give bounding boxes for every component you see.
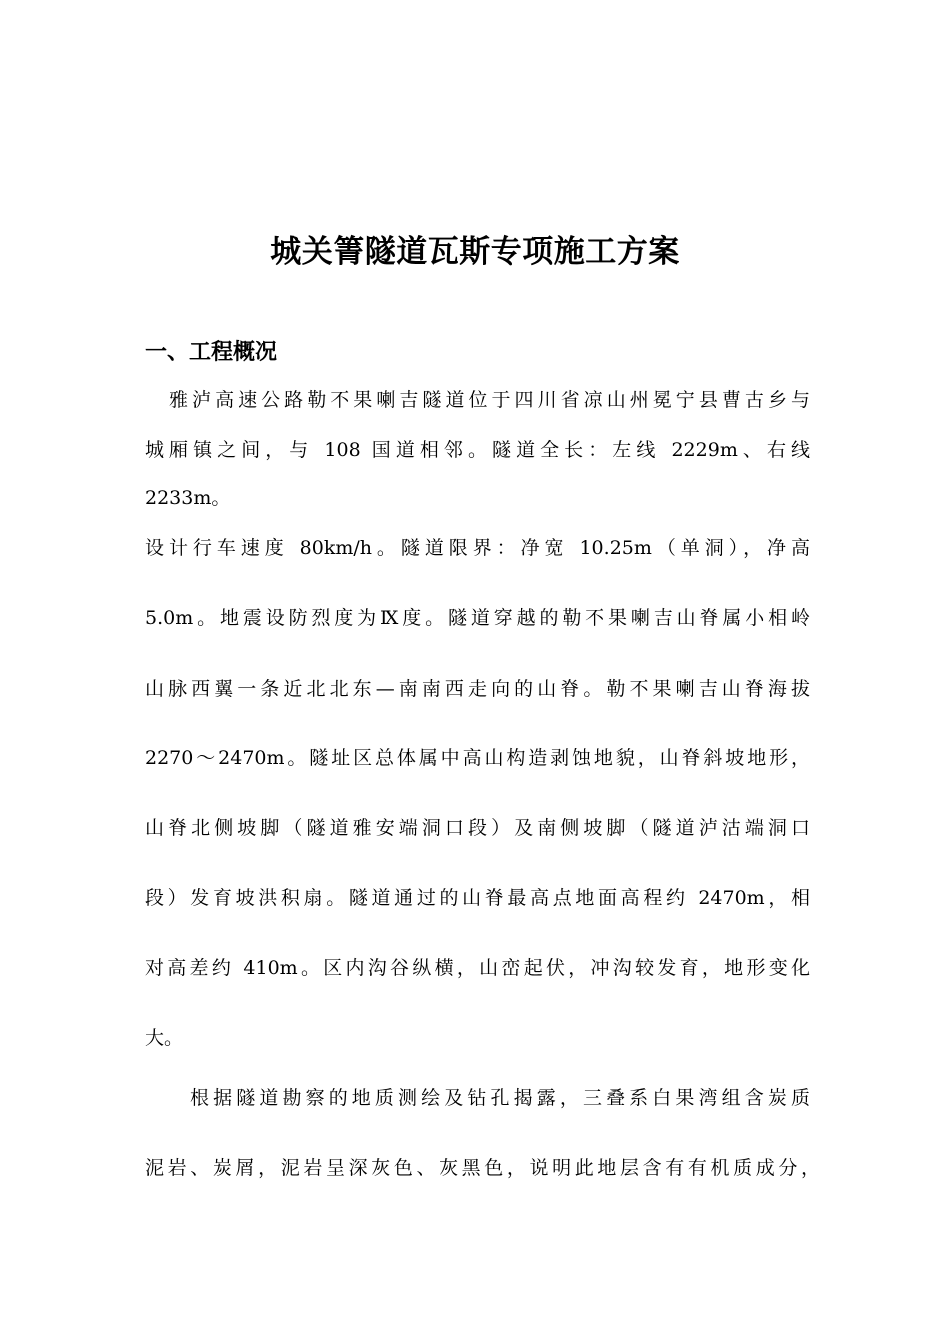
paragraph-line: 山脊北侧坡脚（隧道雅安端洞口段）及南侧坡脚（隧道泸沽端洞口	[145, 817, 810, 839]
paragraph-line: 设计行车速度 80km/h。隧道限界：净宽 10.25m（单洞），净高	[145, 537, 810, 559]
paragraph-line: 5.0m。地震设防烈度为Ⅸ度。隧道穿越的勒不果喇吉山脊属小相岭	[145, 607, 810, 629]
paragraph-line: 段）发育坡洪积扇。隧道通过的山脊最高点地面高程约 2470m，相	[145, 887, 810, 909]
document-title: 城关箐隧道瓦斯专项施工方案	[270, 234, 680, 270]
paragraph-line: 大。	[145, 1027, 184, 1049]
paragraph-line: 2233m。	[145, 487, 231, 509]
paragraph-line: 根据隧道勘察的地质测绘及钻孔揭露，三叠系白果湾组含炭质	[190, 1087, 810, 1109]
paragraph-line: 山脉西翼一条近北北东—南南西走向的山脊。勒不果喇吉山脊海拔	[145, 678, 810, 700]
paragraph-line: 对高差约 410m。区内沟谷纵横，山峦起伏，冲沟较发育，地形变化	[145, 957, 810, 979]
paragraph-line: 泥岩、炭屑，泥岩呈深灰色、灰黑色，说明此地层含有有机质成分，	[145, 1157, 820, 1179]
paragraph-line: 雅泸高速公路勒不果喇吉隧道位于四川省凉山州冕宁县曹古乡与	[169, 389, 810, 411]
section-heading: 一、工程概况	[145, 340, 278, 365]
paragraph-line: 城厢镇之间，与 108 国道相邻。隧道全长：左线 2229m、右线	[145, 439, 810, 461]
paragraph-line: 2270～2470m。隧址区总体属中高山构造剥蚀地貌，山脊斜坡地形，	[145, 747, 810, 769]
